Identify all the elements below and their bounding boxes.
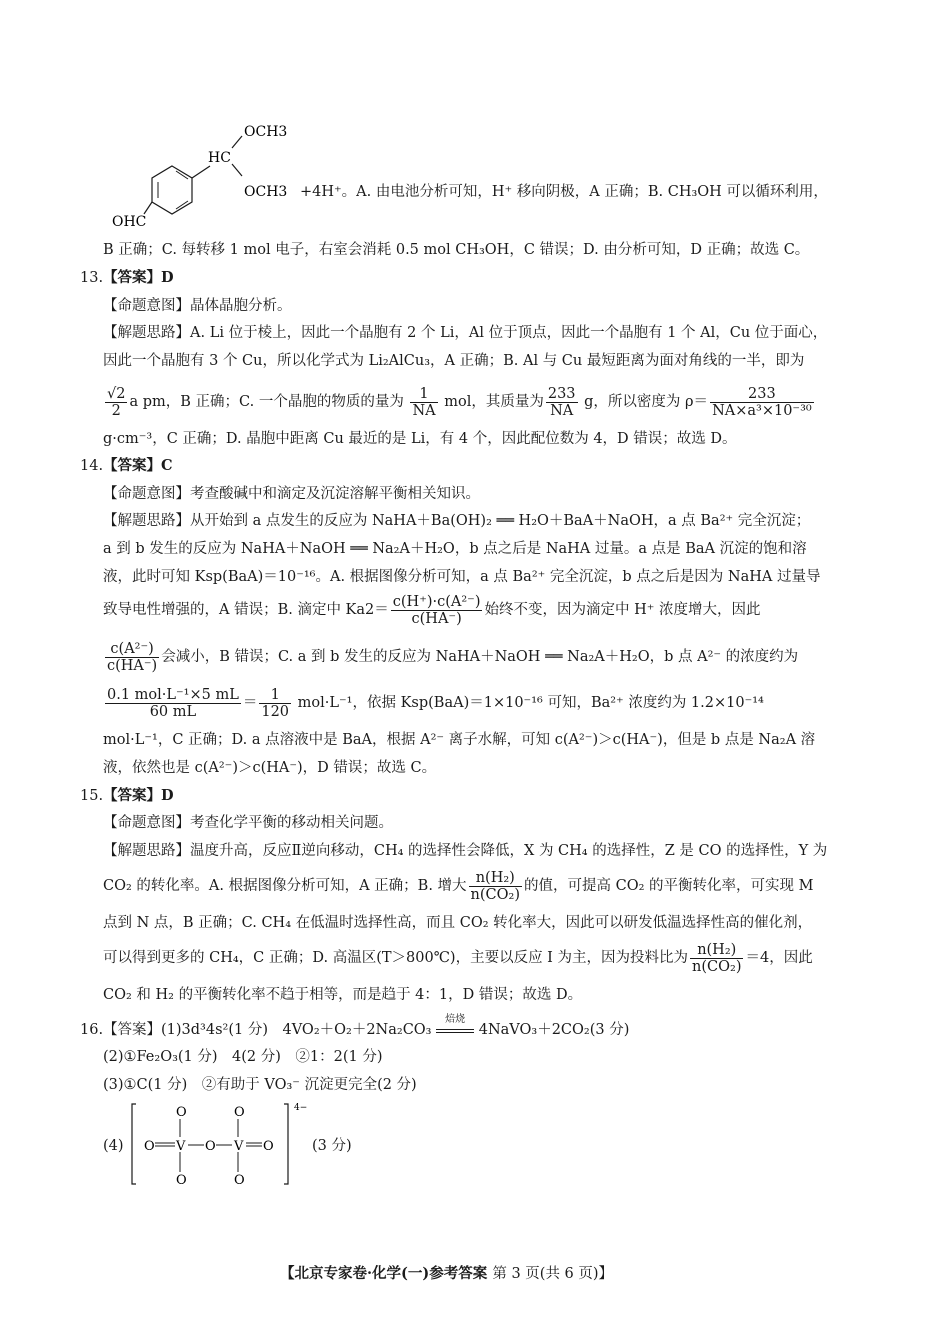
footer-page-number: 第 3 页(共 6 页)】 [492, 1266, 614, 1282]
roasting-arrow: 焙烧 [436, 1027, 474, 1033]
q14-idea-line6: $\frac{\text{0.1 mol·L⁻¹×5 mL}}{60 mL}$ ＝ $\frac{1}{120}$ mol·L⁻¹，依据 Ksp(BaA)＝1×10⁻¹⁶ 可知，Ba²⁺ 浓度约为 1.2×10⁻¹⁴ [107, 686, 764, 720]
oxygen-atom: O [176, 1105, 187, 1120]
q12-line2: B 正确；C. 每转移 1 mol 电子，右室会消耗 0.5 mol CH₃OH，C 错误；D. 由分析可知，D 正确；故选 C。 [103, 242, 810, 258]
q15-intent: 【命题意图】考查化学平衡的移动相关问题。 [103, 815, 393, 831]
q13-intent: 【命题意图】晶体晶胞分析。 [103, 298, 292, 314]
och3-top-label: OCH3 [244, 124, 288, 140]
feed-ratio-fraction: $\frac{\text{n(H₂)}}{\text{n(CO₂)}}$ [692, 941, 742, 975]
oxygen-atom: O [234, 1105, 245, 1120]
ohc-label: OHC [112, 214, 147, 230]
oxygen-atom: O [263, 1139, 274, 1154]
q16-line4-score: (3 分) [312, 1138, 352, 1154]
h2-co2-ratio-fraction: $\frac{\text{n(H₂)}}{\text{n(CO₂)}}$ [470, 869, 520, 903]
one-over-na-fraction: $\frac{1}{NA}$ [412, 385, 436, 419]
q14-idea-line8: 液，依然也是 c(A²⁻)＞c(HA⁻)，D 错误；故选 C。 [103, 760, 437, 776]
q15-number: 15. [80, 788, 104, 804]
q13-idea-line3: $\frac{√2}{2}$ a pm，B 正确；C. 一个晶胞的物质的量为 $\frac{1}{NA}$ mol，其质量为 $\frac{233}{NA}$ g，所以密度为 ρ＝ $\frac{233}{\text{NA×a³×10⁻³⁰}}$ [107, 385, 812, 419]
q13-number: 13. [80, 270, 104, 286]
footer-title: 【北京专家卷·化学(一)参考答案 [280, 1265, 488, 1282]
och3-bottom-label: OCH3 [244, 184, 288, 200]
q14-idea-line4: 致导电性增强的，A 错误；B. 滴定中 Ka2＝ $\frac{\text{c(H⁺)·c(A²⁻)}}{c(HA^-)}$ 始终不变，因为滴定中 H⁺ 浓度增大，因此 [103, 593, 761, 627]
page-footer [280, 1262, 613, 1283]
q16-line1: 【答案】(1)3d³4s²(1 分) 4VO₂＋O₂＋2Na₂CO₃ 焙烧 4NaVO₃＋2CO₂(3 分) [103, 1014, 630, 1038]
q14-answer: 【答案】C [103, 457, 173, 474]
concentration-fraction: $\frac{\text{0.1 mol·L⁻¹×5 mL}}{60 mL}$ [107, 686, 239, 720]
q16-line2: (2)①Fe₂O₃(1 分) 4(2 分) ②1：2(1 分) [103, 1049, 383, 1065]
sqrt2-over-2-fraction: $\frac{√2}{2}$ [107, 385, 126, 419]
q14-idea-line5: $\frac{\text{c(A²⁻)}}{c(HA^-)}$ 会减小，B 错误；C. a 到 b 发生的反应为 NaHA＋NaOH ══ Na₂A＋H₂O，b 点 A²⁻ 的浓度约为 [107, 640, 799, 674]
oxygen-atom: O [176, 1173, 187, 1188]
hc-label: HC [208, 150, 231, 166]
anion-charge: 4− [294, 1103, 308, 1113]
q13-idea-line4: g·cm⁻³，C 正确；D. 晶胞中距离 Cu 最近的是 Li，有 4 个，因此配位数为 4，D 错误；故选 D。 [103, 431, 737, 447]
q16-line4-label: (4) [103, 1138, 124, 1154]
q14-idea-line7: mol·L⁻¹，C 正确；D. a 点溶液中是 BaA，根据 A²⁻ 离子水解，可知 c(A²⁻)＞c(HA⁻)，但是 b 点是 Na₂A 溶 [103, 732, 816, 748]
q13-idea-line2: 因此一个晶胞有 3 个 Cu，所以化学式为 Li₂AlCu₃，A 正确；B. Al 与 Cu 最短距离为面对角线的一半，即为 [103, 353, 805, 369]
benzaldehyde-acetal-structure [100, 118, 300, 236]
ka2-fraction: $\frac{\text{c(H⁺)·c(A²⁻)}}{c(HA^-)}$ [392, 593, 481, 627]
ratio-fraction: $\frac{\text{c(A²⁻)}}{c(HA^-)}$ [107, 640, 158, 674]
q15-answer: 【答案】D [103, 787, 174, 804]
oxygen-atom: O [205, 1139, 216, 1154]
q14-idea-line3: 液，此时可知 Ksp(BaA)＝10⁻¹⁶。A. 根据图像分析可知，a 点 Ba²⁺ 完全沉淀，b 点之后是因为 NaHA 过量导 [103, 569, 821, 585]
q15-idea-line2: CO₂ 的转化率。A. 根据图像分析可知，A 正确；B. 增大 $\frac{\text{n(H₂)}}{\text{n(CO₂)}}$ 的值，可提高 CO₂ 的平衡转化率，可实现 M [103, 869, 814, 903]
q14-idea-line2: a 到 b 发生的反应为 NaHA＋NaOH ══ Na₂A＋H₂O，b 点之后是 NaHA 过量。a 点是 BaA 沉淀的饱和溶 [103, 541, 807, 557]
divanadate-anion-structure [128, 1100, 318, 1188]
vanadium-atom: V [176, 1139, 186, 1154]
q14-intent: 【命题意图】考查酸碱中和滴定及沉淀溶解平衡相关知识。 [103, 486, 480, 502]
q15-idea-line5: CO₂ 和 H₂ 的平衡转化率不趋于相等，而是趋于 4：1，D 错误；故选 D。 [103, 987, 583, 1003]
q15-idea-line3: 点到 N 点，B 正确；C. CH₄ 在低温时选择性高，而且 CO₂ 转化率大，因此可以研发低温选择性高的催化剂， [103, 915, 813, 931]
one-over-120-fraction: $\frac{1}{120}$ [261, 686, 290, 720]
q12-line1-tail: +4H⁺。A. 由电池分析可知，H⁺ 移向阴极，A 正确；B. CH₃OH 可以循环利用， [300, 184, 828, 200]
q15-idea-line1: 【解题思路】温度升高，反应Ⅱ逆向移动，CH₄ 的选择性会降低，X 为 CH₄ 的选择性，Z 是 CO 的选择性，Y 为 [103, 843, 828, 859]
q16-number: 16. [80, 1022, 104, 1038]
q14-number: 14. [80, 458, 104, 474]
q15-idea-line4: 可以得到更多的 CH₄，C 正确；D. 高温区(T＞800℃)，主要以反应 Ⅰ 为主，因为投料比为 $\frac{\text{n(H₂)}}{\text{n(CO₂)}}$ ＝4，因此 [103, 941, 813, 975]
oxygen-atom: O [234, 1173, 245, 1188]
q13-idea-line1: 【解题思路】A. Li 位于棱上，因此一个晶胞有 2 个 Li，Al 位于顶点，因此一个晶胞有 1 个 Al，Cu 位于面心， [103, 325, 828, 341]
q13-answer: 【答案】D [103, 269, 174, 286]
oxygen-atom: O [144, 1139, 155, 1154]
q16-line3: (3)①C(1 分) ②有助于 VO₃⁻ 沉淀更完全(2 分) [103, 1077, 417, 1093]
mass-fraction: $\frac{233}{NA}$ [547, 385, 576, 419]
density-fraction: $\frac{233}{\text{NA×a³×10⁻³⁰}}$ [712, 385, 812, 419]
q14-idea-line1: 【解题思路】从开始到 a 点发生的反应为 NaHA＋Ba(OH)₂ ══ H₂O＋BaA＋NaOH，a 点 Ba²⁺ 完全沉淀； [103, 513, 811, 529]
vanadium-atom: V [234, 1139, 244, 1154]
